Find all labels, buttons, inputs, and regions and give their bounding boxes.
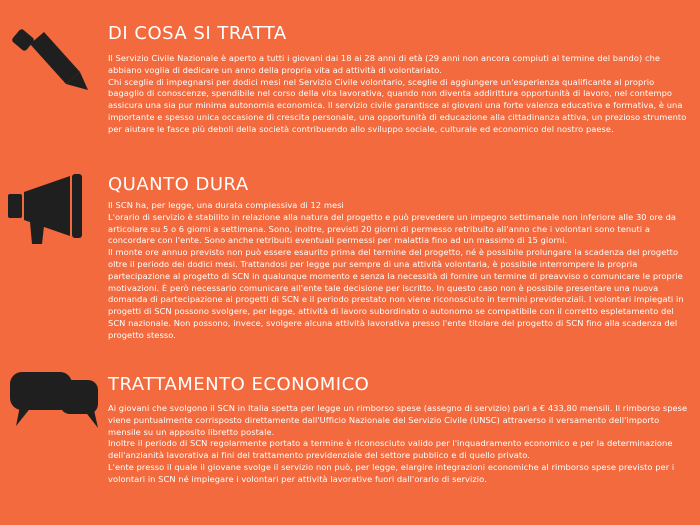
paragraph: Chi sceglie di impegnarsi per dodici mesi nel Servizio Civile volontario, sceglie di aggiungere un'esperienza qualificante al proprio bagaglio di conoscenze, spendibile nel corso della vita lavorativa, quando non diventa addirittura opportunità di lavoro, nel contempo assicura una sia pur minima autonomia economica. Il servizio civile garantisce ai giovani una forte valenza educativa e formativa, è una importante e spesso unica occasione di crescita personale, una opportunità di educazione alla cittadinanza attiva, un prezioso strumento per aiutare le fasce più deboli della società contribuendo allo sviluppo sociale, culturale ed economico del nostro paese. (108, 76, 687, 134)
paragraph: Il Servizio Civile Nazionale è aperto a tutti i giovani dai 18 ai 28 anni di età (29 anni non ancora compiuti al termine del bando) che abbiano voglia di dedicare un anno della propria vita ad attività di volontariato. (108, 53, 661, 75)
section-title: DI COSA SI TRATTA (108, 23, 287, 44)
paragraph: Il SCN ha, per legge, una durata complessiva di 12 mesi (108, 200, 344, 210)
paragraph: Il monte ore annuo previsto non può essere esaurito prima del termine del progetto, né è possibile prolungare la scadenza del progetto oltre il periodo dei dodici mesi. Trattandosi per legge pur sempre di una attività volontaria, è possibile interrompere la propria partecipazione al progetto di SCN in qualunque momento e senza la necessità di fornire un termine di preavviso o comunicare le proprie motivazioni. È però necessario comunicare all'ente tale decisione per iscritto. In questo caso non è possibile presentare una nuova domanda di partecipazione ai progetti di SCN e il periodo prestato non viene riconosciuto in termini previdenziali. I volontari impiegati in progetti di SCN possono svolgere, per legge, attività di lavoro subordinato o autonomo se compatibile con il corretto espletamento del SCN nazionale. Non possono, invece, svolgere alcuna attività lavorativa presso l'ente titolare del progetto di SCN fino alla scadenza del progetto stesso. (108, 247, 684, 340)
section-title: QUANTO DURA (108, 174, 249, 195)
section-title: TRATTAMENTO ECONOMICO (108, 374, 370, 395)
megaphone-icon (8, 174, 98, 248)
paragraph: L'ente presso il quale il giovane svolge il servizio non può, per legge, elargire integrazioni economiche al rimborso spese previsto per i volontari in SCN né impiegare i volontari per attività lavorative fuori dall'orario di servizio. (108, 461, 675, 484)
paragraph: Ai giovani che svolgono il SCN in Italia spetta per legge un rimborso spese (assegno di servizio) pari a € 433,80 mensili. Il rimborso spese viene puntualmente corrisposto direttamente dall'Ufficio Nazionale del Servizio Civile (UNSC) attraverso il versamento dell'importo mensile su un apposito libretto postale. (108, 403, 688, 437)
paragraph: Inoltre il periodo di SCN regolarmente portato a termine è riconosciuto valido per l'inquadramento economico e per la determinazione dell'anzianità lavorativa ai fini del trattamento previdenziale del settore pubblico e di quello privato. (108, 438, 673, 461)
paragraph: L'orario di servizio è stabilito in relazione alla natura del progetto e può prevedere un impegno settimanale non inferiore alle 30 ore da articolare su 5 o 6 giorni a settimana. Sono, inoltre, previsti 20 giorni di permesso retribuito all'anno che i volontari sono tenuti a concordare con l'ente. Sono anche retribuiti eventuali permessi per malattia fino ad un massimo di 15 giorni. (108, 211, 677, 246)
pencil-icon (8, 20, 94, 94)
speech-bubbles-icon (8, 372, 100, 432)
